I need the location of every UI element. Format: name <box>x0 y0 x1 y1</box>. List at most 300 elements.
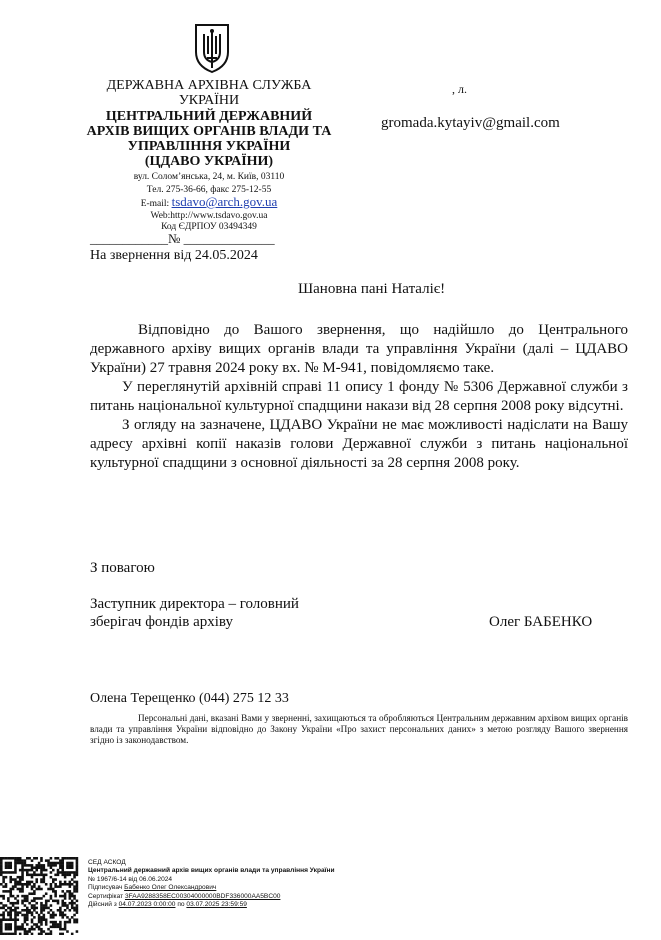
qr-module <box>2 911 5 914</box>
qr-module <box>76 857 79 860</box>
qr-module <box>7 926 10 929</box>
qr-module <box>2 881 5 884</box>
qr-module <box>71 916 74 919</box>
qr-module <box>64 909 67 912</box>
qr-module <box>0 883 3 886</box>
qr-module <box>35 907 38 910</box>
qr-module <box>21 871 24 874</box>
qr-module <box>28 881 31 884</box>
archive-name-line3: УПРАВЛІННЯ УКРАЇНИ <box>127 139 291 154</box>
qr-module <box>52 864 55 867</box>
qr-module <box>69 864 72 867</box>
qr-module <box>24 895 27 898</box>
qr-module <box>35 857 38 860</box>
qr-module <box>2 914 5 917</box>
qr-module <box>12 888 15 891</box>
qr-module <box>14 902 17 905</box>
qr-module <box>5 866 8 869</box>
qr-module <box>24 930 27 933</box>
qr-module <box>33 883 36 886</box>
paragraph: Відповідно до Вашого звернення, що надійшло до Центрального державного архіву вищих органів влади та управління України (далі – ЦДАВО України) 27 травня 2024 року вх. № М-941, повідомляємо таке. <box>90 322 628 376</box>
qr-module <box>2 918 5 921</box>
qr-module <box>38 926 41 929</box>
qr-module <box>50 871 53 874</box>
qr-module <box>38 897 41 900</box>
qr-module <box>24 928 27 931</box>
qr-module <box>40 871 43 874</box>
qr-module <box>64 883 67 886</box>
qr-module <box>54 878 57 881</box>
qr-module <box>57 862 60 865</box>
qr-module <box>61 911 64 914</box>
qr-module <box>52 888 55 891</box>
qr-module <box>45 892 48 895</box>
qr-module <box>69 895 72 898</box>
qr-module <box>31 885 34 888</box>
qr-module <box>76 885 79 888</box>
qr-module <box>57 869 60 872</box>
qr-module <box>50 921 53 924</box>
qr-module <box>59 871 62 874</box>
qr-module <box>28 930 31 933</box>
qr-module <box>9 892 12 895</box>
qr-module <box>64 904 67 907</box>
qr-module <box>12 902 15 905</box>
qr-module <box>35 866 38 869</box>
qr-module <box>35 888 38 891</box>
qr-module <box>69 866 72 869</box>
qr-module <box>73 918 76 921</box>
qr-module <box>17 926 20 929</box>
qr-module <box>61 916 64 919</box>
qr-module <box>5 864 8 867</box>
qr-module <box>7 900 10 903</box>
qr-module <box>66 916 69 919</box>
qr-module <box>54 892 57 895</box>
qr-module <box>54 921 57 924</box>
qr-module <box>76 869 79 872</box>
qr-module <box>24 864 27 867</box>
stamp-reg-number: № 1967/6-14 від 06.06.2024 <box>88 875 173 883</box>
qr-module <box>33 900 36 903</box>
qr-module <box>12 871 15 874</box>
qr-module <box>21 883 24 886</box>
qr-module <box>26 897 29 900</box>
qr-module <box>64 923 67 926</box>
qr-module <box>17 857 20 860</box>
qr-code-icon <box>0 857 80 935</box>
qr-module <box>21 909 24 912</box>
qr-module <box>14 926 17 929</box>
qr-module <box>59 923 62 926</box>
qr-module <box>76 890 79 893</box>
qr-module <box>54 914 57 917</box>
outgoing-number-line: ____________№ ______________ <box>90 231 275 246</box>
qr-module <box>76 900 79 903</box>
qr-module <box>26 881 29 884</box>
qr-module <box>40 928 43 931</box>
qr-module <box>19 881 22 884</box>
qr-module <box>61 869 64 872</box>
qr-module <box>73 888 76 891</box>
qr-module <box>52 916 55 919</box>
qr-module <box>43 930 46 933</box>
qr-module <box>76 907 79 910</box>
qr-module <box>50 926 53 929</box>
qr-module <box>28 909 31 912</box>
signer-position-line1: Заступник директора – головний <box>90 596 299 612</box>
qr-module <box>59 895 62 898</box>
qr-module <box>50 862 53 865</box>
qr-module <box>0 859 3 862</box>
qr-module <box>40 878 43 881</box>
qr-module <box>21 890 24 893</box>
qr-module <box>21 926 24 929</box>
qr-module <box>9 890 12 893</box>
qr-module <box>40 916 43 919</box>
qr-module <box>5 928 8 931</box>
qr-module <box>33 897 36 900</box>
qr-module <box>9 878 12 881</box>
qr-module <box>76 881 79 884</box>
qr-module <box>5 890 8 893</box>
qr-module <box>35 878 38 881</box>
qr-module <box>14 911 17 914</box>
qr-module <box>61 859 64 862</box>
qr-module <box>71 878 74 881</box>
qr-module <box>64 892 67 895</box>
qr-module <box>76 859 79 862</box>
qr-module <box>43 904 46 907</box>
qr-module <box>54 895 57 898</box>
qr-module <box>7 907 10 910</box>
qr-module <box>35 897 38 900</box>
qr-module <box>40 866 43 869</box>
qr-module <box>76 904 79 907</box>
qr-module <box>50 904 53 907</box>
qr-module <box>40 923 43 926</box>
qr-module <box>2 907 5 910</box>
qr-module <box>14 862 17 865</box>
qr-module <box>71 904 74 907</box>
qr-module <box>5 926 8 929</box>
qr-module <box>76 911 79 914</box>
qr-module <box>76 909 79 912</box>
qr-module <box>2 876 5 879</box>
email-line <box>70 196 348 210</box>
qr-module <box>66 907 69 910</box>
qr-module <box>66 866 69 869</box>
qr-module <box>0 928 3 931</box>
paragraph: У переглянутій архівній справі 11 опису 1 фонду № 5306 Державної служби з питань національної культурної спадщини накази від 28 серпня 2008 року відсутні. <box>90 379 628 414</box>
qr-module <box>26 930 29 933</box>
qr-module <box>73 890 76 893</box>
qr-module <box>76 866 79 869</box>
qr-module <box>35 902 38 905</box>
qr-module <box>69 921 72 924</box>
qr-module <box>24 914 27 917</box>
qr-module <box>14 909 17 912</box>
qr-module <box>26 864 29 867</box>
qr-module <box>9 866 12 869</box>
qr-module <box>50 930 53 933</box>
qr-module <box>71 871 74 874</box>
qr-module <box>2 890 5 893</box>
qr-module <box>38 916 41 919</box>
qr-module <box>19 926 22 929</box>
qr-module <box>69 862 72 865</box>
qr-module <box>66 874 69 877</box>
qr-module <box>64 871 67 874</box>
qr-module <box>64 928 67 931</box>
qr-module <box>19 862 22 865</box>
qr-module <box>0 902 3 905</box>
qr-module <box>2 878 5 881</box>
qr-module <box>9 864 12 867</box>
qr-module <box>7 890 10 893</box>
qr-module <box>17 862 20 865</box>
qr-module <box>47 862 50 865</box>
qr-module <box>71 866 74 869</box>
qr-module <box>73 876 76 879</box>
qr-module <box>7 923 10 926</box>
qr-module <box>38 888 41 891</box>
qr-module <box>21 864 24 867</box>
qr-module <box>71 864 74 867</box>
qr-module <box>59 866 62 869</box>
qr-module <box>21 869 24 872</box>
qr-module <box>19 888 22 891</box>
qr-module <box>54 926 57 929</box>
qr-module <box>17 881 20 884</box>
qr-module <box>40 909 43 912</box>
qr-module <box>43 869 46 872</box>
qr-module <box>66 871 69 874</box>
qr-module <box>64 857 67 860</box>
qr-module <box>24 900 27 903</box>
qr-module <box>0 869 3 872</box>
qr-module <box>40 857 43 860</box>
qr-module <box>40 902 43 905</box>
qr-module <box>33 871 36 874</box>
qr-module <box>14 907 17 910</box>
qr-module <box>64 895 67 898</box>
qr-module <box>35 881 38 884</box>
qr-module <box>21 928 24 931</box>
qr-module <box>45 859 48 862</box>
qr-module <box>66 930 69 933</box>
qr-module <box>31 888 34 891</box>
qr-module <box>35 869 38 872</box>
qr-module <box>64 897 67 900</box>
qr-module <box>7 857 10 860</box>
archive-name-line2: АРХІВ ВИЩИХ ОРГАНІВ ВЛАДИ ТА <box>86 124 332 139</box>
qr-module <box>40 864 43 867</box>
qr-module <box>19 857 22 860</box>
qr-module <box>26 907 29 910</box>
qr-module <box>69 883 72 886</box>
qr-module <box>9 871 12 874</box>
qr-module <box>17 895 20 898</box>
qr-module <box>21 878 24 881</box>
qr-module <box>66 904 69 907</box>
stamp-system: СЕД АСКОД <box>88 859 126 866</box>
qr-module <box>26 918 29 921</box>
qr-module <box>19 869 22 872</box>
qr-module <box>69 890 72 893</box>
qr-module <box>64 914 67 917</box>
qr-module <box>47 888 50 891</box>
qr-module <box>9 918 12 921</box>
qr-module <box>2 904 5 907</box>
email-link[interactable]: tsdavo@arch.gov.ua <box>171 194 278 209</box>
qr-module <box>28 857 31 860</box>
qr-module <box>76 921 79 924</box>
qr-module <box>5 876 8 879</box>
qr-module <box>38 866 41 869</box>
qr-module <box>54 890 57 893</box>
qr-module <box>59 864 62 867</box>
qr-module <box>61 904 64 907</box>
qr-module <box>5 923 8 926</box>
qr-module <box>14 881 17 884</box>
qr-module <box>5 871 8 874</box>
qr-module <box>61 883 64 886</box>
qr-module <box>38 921 41 924</box>
qr-module <box>28 928 31 931</box>
qr-module <box>59 883 62 886</box>
service-name-line2: УКРАЇНИ <box>178 93 240 108</box>
qr-module <box>35 911 38 914</box>
qr-module <box>76 883 79 886</box>
qr-module <box>61 902 64 905</box>
qr-module <box>50 864 53 867</box>
qr-module <box>28 883 31 886</box>
qr-module <box>17 918 20 921</box>
qr-module <box>50 909 53 912</box>
qr-module <box>19 890 22 893</box>
qr-module <box>76 888 79 891</box>
qr-module <box>76 930 79 933</box>
qr-module <box>54 900 57 903</box>
qr-module <box>9 911 12 914</box>
qr-module <box>69 871 72 874</box>
qr-module <box>61 864 64 867</box>
qr-module <box>14 869 17 872</box>
qr-module <box>9 928 12 931</box>
qr-module <box>31 866 34 869</box>
qr-module <box>40 859 43 862</box>
qr-module <box>45 902 48 905</box>
email-label: E-mail: <box>140 199 170 209</box>
qr-module <box>47 900 50 903</box>
qr-module <box>33 916 36 919</box>
letter-body <box>90 321 628 473</box>
qr-module <box>2 885 5 888</box>
qr-module <box>52 881 55 884</box>
qr-module <box>47 907 50 910</box>
qr-module <box>40 921 43 924</box>
address: вул. Солом’янська, 24, м. Київ, 03110 <box>133 172 285 182</box>
qr-module <box>26 871 29 874</box>
qr-module <box>38 914 41 917</box>
qr-module <box>69 902 72 905</box>
qr-module <box>50 916 53 919</box>
qr-module <box>28 874 31 877</box>
qr-module <box>14 885 17 888</box>
qr-module <box>50 857 53 860</box>
qr-module <box>54 874 57 877</box>
qr-module <box>43 866 46 869</box>
qr-module <box>40 930 43 933</box>
qr-module <box>14 857 17 860</box>
qr-module <box>33 866 36 869</box>
qr-module <box>12 909 15 912</box>
qr-module <box>31 859 34 862</box>
qr-module <box>12 878 15 881</box>
qr-module <box>2 871 5 874</box>
qr-module <box>33 907 36 910</box>
qr-module <box>40 907 43 910</box>
qr-module <box>69 881 72 884</box>
qr-module <box>7 928 10 931</box>
qr-module <box>69 918 72 921</box>
qr-module <box>50 866 53 869</box>
greeting: Шановна пані Наталіє! <box>298 281 446 297</box>
qr-module <box>31 892 34 895</box>
qr-module <box>17 888 20 891</box>
qr-module <box>0 907 3 910</box>
qr-module <box>43 876 46 879</box>
qr-module <box>21 866 24 869</box>
qr-module <box>59 909 62 912</box>
qr-module <box>52 900 55 903</box>
qr-module <box>43 878 46 881</box>
qr-module <box>28 864 31 867</box>
qr-module <box>9 907 12 910</box>
qr-module <box>0 857 3 860</box>
qr-module <box>14 878 17 881</box>
qr-module <box>9 888 12 891</box>
qr-module <box>47 928 50 931</box>
qr-module <box>52 923 55 926</box>
qr-module <box>38 918 41 921</box>
qr-module <box>76 862 79 865</box>
qr-module <box>50 876 53 879</box>
qr-module <box>17 876 20 879</box>
qr-module <box>38 864 41 867</box>
qr-module <box>2 895 5 898</box>
qr-module <box>14 883 17 886</box>
qr-module <box>26 914 29 917</box>
qr-module <box>21 902 24 905</box>
qr-module <box>52 911 55 914</box>
archive-name-line4: (ЦДАВО УКРАЇНИ) <box>144 154 274 169</box>
coat-of-arms-icon <box>193 22 231 74</box>
qr-module <box>66 864 69 867</box>
qr-module <box>71 900 74 903</box>
qr-module <box>0 921 3 924</box>
qr-module <box>64 902 67 905</box>
qr-module <box>33 928 36 931</box>
qr-module <box>61 862 64 865</box>
qr-module <box>57 874 60 877</box>
qr-module <box>76 874 79 877</box>
qr-module <box>0 918 3 921</box>
qr-module <box>57 900 60 903</box>
qr-module <box>19 878 22 881</box>
qr-module <box>33 904 36 907</box>
